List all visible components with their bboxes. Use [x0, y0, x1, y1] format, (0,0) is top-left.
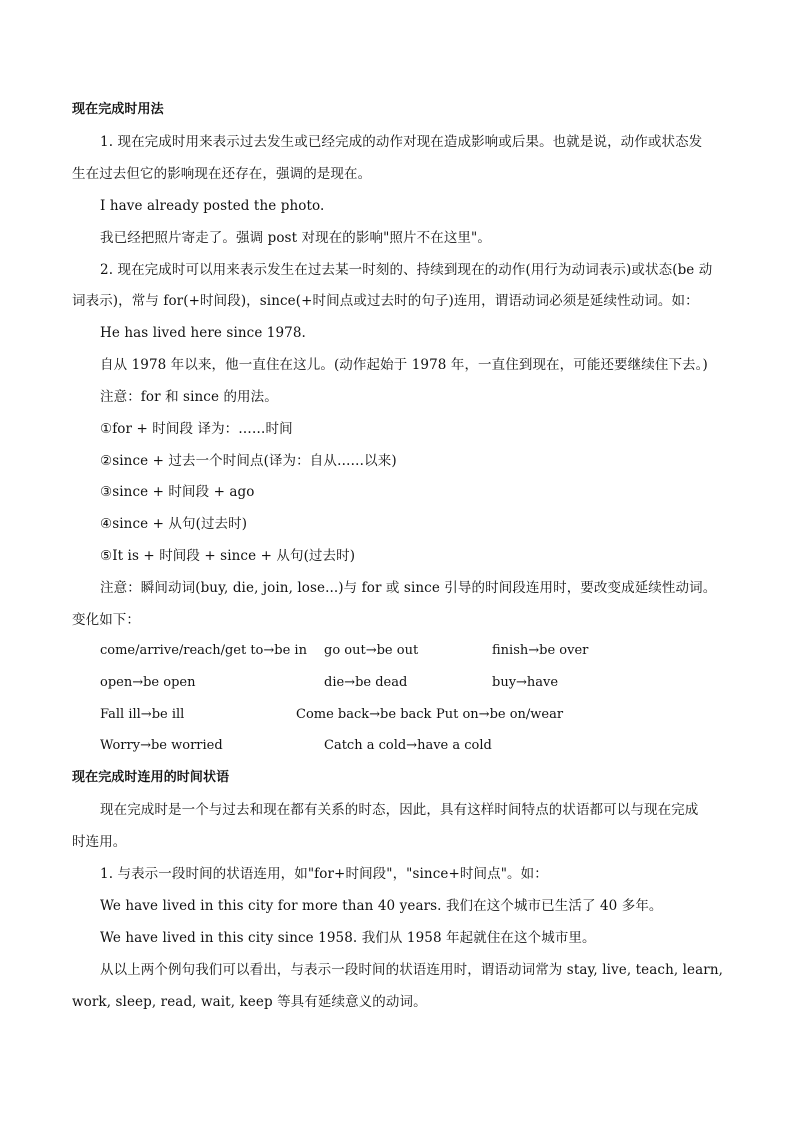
change-cell: Come back→be back	[296, 707, 432, 722]
example-sentence: We have lived in this city since 1958. 我们从 1958 年起就住在这个城市里。	[100, 930, 596, 946]
paragraph-2-line-2: 词表示)，常与 for(+时间段)，since(+时间点或过去时的句子)连用，谓语动词必须是延续性动词。如：	[72, 293, 699, 309]
intro-line-1: 现在完成时是一个与过去和现在都有关系的时态，因此，具有这样时间特点的状语都可以与现在完成	[100, 802, 699, 818]
note-2-line-2: 变化如下：	[72, 612, 140, 628]
change-cell: come/arrive/reach/get to→be in	[100, 643, 307, 658]
example-1-chinese: 我已经把照片寄走了。强调 post 对现在的影响"照片不在这里"。	[100, 230, 491, 246]
note-item: ④since + 从句(过去时)	[100, 516, 248, 532]
note-title: 注意：for 和 since 的用法。	[100, 389, 278, 405]
change-cell: Catch a cold→have a cold	[324, 738, 492, 753]
note-item: ①for + 时间段 译为：……时间	[100, 421, 293, 437]
point-1: 1. 与表示一段时间的状语连用，如"for+时间段"，"since+时间点"。如：	[100, 866, 548, 882]
change-cell: Fall ill→be ill	[100, 707, 185, 722]
change-cell: Put on→be on/wear	[436, 707, 564, 722]
section-heading-adverbials: 现在完成时连用的时间状语	[72, 770, 230, 785]
intro-line-2: 时连用。	[72, 834, 127, 850]
change-cell: die→be dead	[324, 675, 408, 690]
note-item: ⑤It is + 时间段 + since + 从句(过去时)	[100, 548, 356, 564]
section-heading-usage: 现在完成时用法	[72, 102, 164, 117]
example-2-english: He has lived here since 1978.	[100, 325, 306, 341]
note-2-line-1: 注意：瞬间动词(buy, die, join, lose...)与 for 或 since 引导的时间段连用时，要改变成延续性动词。	[100, 580, 717, 596]
change-cell: open→be open	[100, 675, 196, 690]
change-cell: buy→have	[492, 675, 559, 690]
note-item: ③since + 时间段 + ago	[100, 484, 255, 500]
change-cell: Worry→be worried	[100, 738, 223, 753]
paragraph-1-line-2: 生在过去但它的影响现在还存在，强调的是现在。	[72, 166, 372, 182]
example-1-english: I have already posted the photo.	[100, 198, 325, 214]
paragraph-1-line-1: 1. 现在完成时用来表示过去发生或已经完成的动作对现在造成影响或后果。也就是说，动作或状态发	[100, 134, 703, 150]
change-cell: go out→be out	[324, 643, 419, 658]
example-sentence: We have lived in this city for more than 40 years. 我们在这个城市已生活了 40 多年。	[100, 898, 663, 914]
note-item: ②since + 过去一个时间点(译为：自从……以来)	[100, 453, 397, 469]
change-cell: finish→be over	[492, 643, 589, 658]
paragraph-2-line-1: 2. 现在完成时可以用来表示发生在过去某一时刻的、持续到现在的动作(用行为动词表示)或状态(be 动	[100, 262, 713, 278]
conclusion-line-2: work, sleep, read, wait, keep 等具有延续意义的动词。	[72, 994, 427, 1010]
conclusion-line-1: 从以上两个例句我们可以看出，与表示一段时间的状语连用时，谓语动词常为 stay, live, teach, learn,	[100, 962, 724, 978]
example-2-chinese: 自从 1978 年以来，他一直住在这儿。(动作起始于 1978 年，一直住到现在，可能还要继续住下去。)	[100, 357, 708, 373]
